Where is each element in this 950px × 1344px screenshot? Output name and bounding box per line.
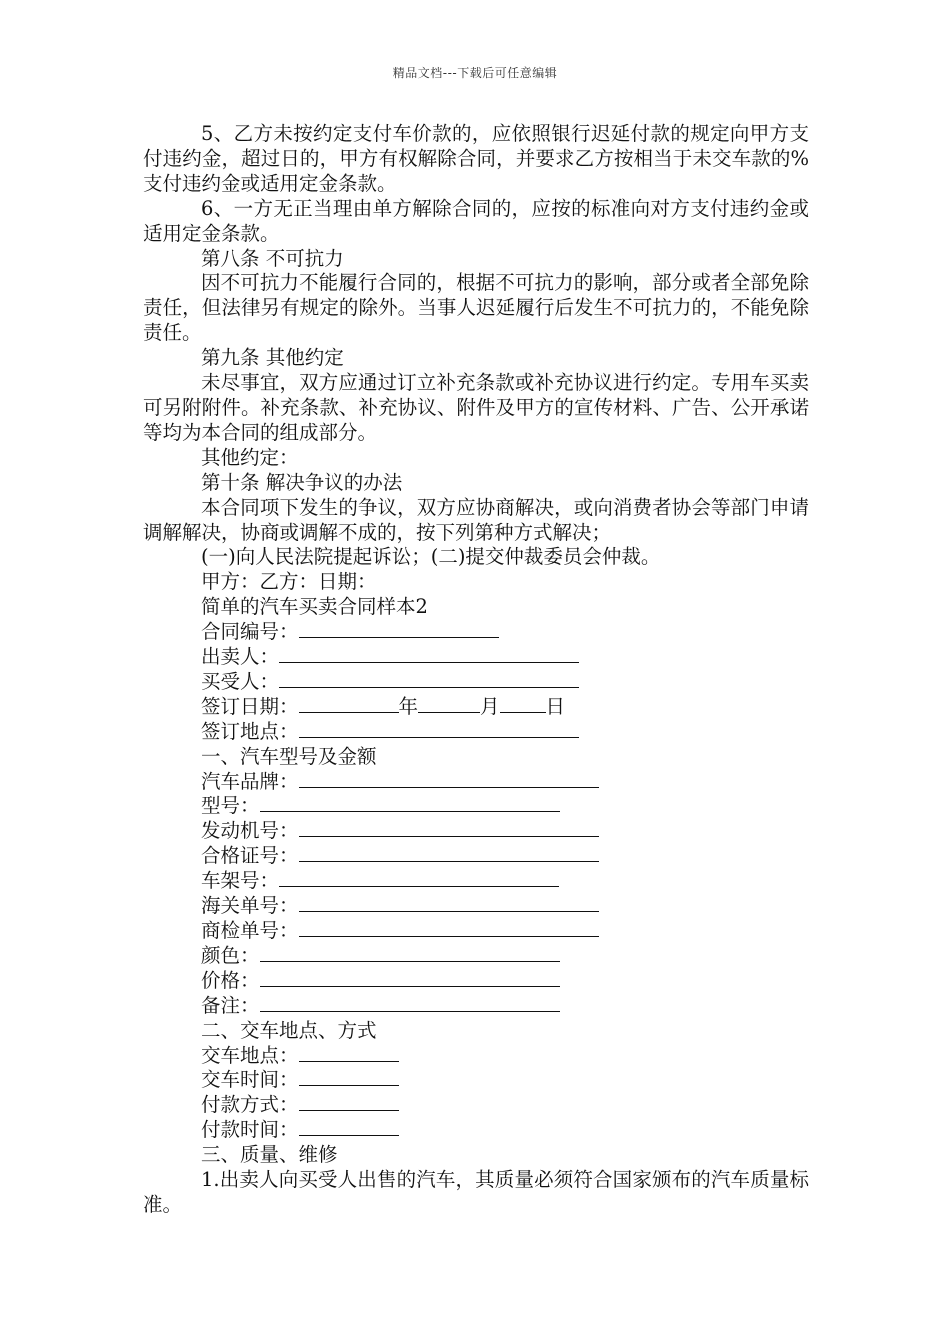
customs-number-blank (299, 894, 599, 912)
seller-field (143, 645, 809, 670)
delivery-time-label: 交车时间： (201, 1068, 299, 1092)
day-label: 日 (545, 694, 566, 718)
customs-number-label: 海关单号： (201, 894, 299, 918)
model-label: 型号： (201, 794, 260, 818)
article-8-text: 因不可抗力不能履行合同的，根据不可抗力的影响，部分或者全部免除责任，但法律另有规定的除外。当事人迟延履行后发生不可抗力的，不能免除责任。 (143, 271, 809, 345)
contract-number-blank (299, 620, 499, 638)
model-field (143, 794, 809, 819)
engine-number-label: 发动机号： (201, 819, 299, 843)
price-field (143, 969, 809, 994)
certificate-number-blank (299, 844, 599, 862)
signature-line: 甲方：乙方：日期： (201, 570, 377, 594)
inspection-number-field (143, 919, 809, 944)
remark-blank (260, 994, 560, 1012)
seller-blank (279, 645, 579, 663)
payment-time-blank (299, 1118, 399, 1136)
article-9-title: 第九条 其他约定 (201, 346, 344, 370)
paragraph-5: 5、乙方未按约定支付车价款的，应依照银行迟延付款的规定向甲方支付违约金，超过日的，甲方有权解除合同，并要求乙方按相当于未交车款的%支付违约金或适用定金条款。 (143, 122, 809, 195)
article-9-text: 未尽事宜，双方应通过订立补充条款或补充协议进行约定。专用车买卖可另附附件。补充条款、补充协议、附件及甲方的宣传材料、广告、公开承诺等均为本合同的组成部分。 (143, 371, 809, 444)
article-8-title: 第八条 不可抗力 (201, 246, 344, 270)
sign-place-blank (299, 720, 579, 738)
price-blank (260, 969, 560, 987)
quality-clause-1: 1.出卖人向买受人出售的汽车，其质量必须符合国家颁布的汽车质量标准。 (143, 1168, 809, 1216)
sign-place-label: 签订地点： (201, 719, 299, 743)
article-10-title: 第十条 解决争议的办法 (201, 470, 403, 494)
dispute-options: (一)向人民法院提起诉讼；(二)提交仲裁委员会仲裁。 (201, 545, 661, 569)
sample-2-title: 简单的汽车买卖合同样本2 (201, 595, 428, 619)
frame-number-label: 车架号： (201, 869, 280, 893)
delivery-time-blank (299, 1068, 399, 1086)
buyer-field (143, 670, 809, 695)
section-3-title: 三、质量、维修 (201, 1143, 338, 1167)
customs-number-field (143, 894, 809, 919)
sign-date-field (143, 695, 809, 720)
remark-label: 备注： (201, 993, 260, 1017)
engine-number-blank (299, 819, 599, 837)
inspection-number-blank (299, 919, 599, 937)
frame-number-field (143, 869, 809, 894)
certificate-number-label: 合格证号： (201, 844, 299, 868)
sign-date-label: 签订日期： (201, 694, 299, 718)
remark-field (143, 994, 809, 1019)
buyer-blank (279, 670, 579, 688)
inspection-number-label: 商检单号： (201, 919, 299, 942)
paragraph-6: 6、一方无正当理由单方解除合同的，应按的标准向对方支付违约金或适用定金条款。 (143, 196, 809, 245)
payment-time-label: 付款时间： (201, 1118, 299, 1142)
engine-number-field (143, 819, 809, 844)
brand-label: 汽车品牌： (201, 769, 299, 793)
certificate-number-field (143, 844, 809, 869)
delivery-time-field (143, 1068, 809, 1093)
delivery-place-label: 交车地点： (201, 1043, 299, 1067)
year-blank (299, 695, 399, 713)
contract-number-field (143, 620, 809, 645)
color-label: 颜色： (201, 943, 260, 967)
frame-number-blank (279, 869, 559, 887)
model-blank (260, 794, 560, 812)
page-header: 精品文档---下载后可任意编辑 (392, 66, 558, 80)
section-2-title: 二、交车地点、方式 (201, 1018, 377, 1042)
document-body (143, 122, 809, 1218)
seller-label: 出卖人： (201, 645, 280, 669)
buyer-label: 买受人： (201, 669, 280, 693)
day-blank (500, 695, 546, 713)
payment-time-field (143, 1118, 809, 1143)
price-label: 价格： (201, 968, 260, 992)
month-label: 月 (480, 694, 500, 718)
year-label: 年 (398, 694, 419, 718)
section-1-title: 一、汽车型号及金额 (201, 744, 377, 768)
other-agreement: 其他约定： (201, 445, 299, 469)
brand-field (143, 770, 809, 795)
color-blank (260, 944, 560, 962)
delivery-place-blank (299, 1044, 399, 1062)
article-10-text: 本合同项下发生的争议，双方应协商解决，或向消费者协会等部门申请调解解决，协商或调解不成的，按下列第种方式解决； (143, 495, 809, 544)
payment-method-field (143, 1093, 809, 1118)
brand-blank (299, 770, 599, 788)
sign-place-field (143, 720, 809, 745)
color-field (143, 944, 809, 969)
month-blank (418, 695, 480, 713)
payment-method-blank (299, 1093, 399, 1111)
payment-method-label: 付款方式： (201, 1093, 299, 1117)
delivery-place-field (143, 1044, 809, 1069)
contract-number-label: 合同编号： (201, 620, 299, 644)
